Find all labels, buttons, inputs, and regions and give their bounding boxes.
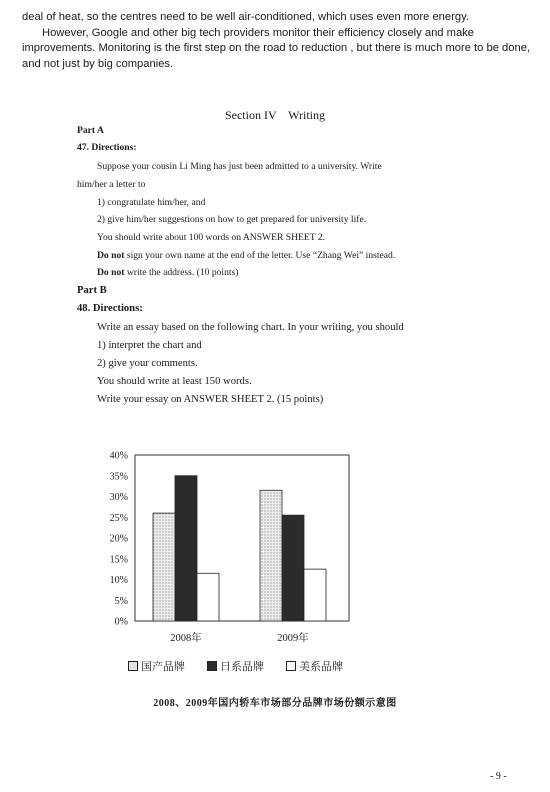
q47-line-5: You should write about 100 words on ANSWER SHEET 2. [97,232,326,243]
y-tick-label: 35% [109,471,128,483]
q48-line-2: 1) interpret the chart and [97,340,202,351]
legend-label-japanese: 日系品牌 [220,661,264,673]
legend-item-american [286,658,343,674]
legend-label-domestic: 国产品牌 [141,661,185,673]
q47-line-1: Suppose your cousin Li Ming has just been admitted to a university. Write [97,161,382,172]
q48-line-3: 2) give your comments. [97,358,198,369]
passage-para-1: deal of heat, so the centres need to be well air-conditioned, which uses even more energy. [22,11,469,23]
chart-bars [153,476,326,621]
x-tick-label: 2008年 [170,633,202,644]
chart-legend [128,658,343,674]
passage-para-2: However, Google and other big tech providers monitor their efficiency closely and make improvements. Monitoring is the first step on the road to reduction , but there is much more to be done, and not just by big companies. [22,26,531,70]
chart-caption: 2008、2009年国内轿车市场部分品牌市场份额示意图 [153,698,397,709]
bar-american-1 [197,573,219,621]
y-tick-label: 30% [109,492,128,503]
bar-domestic-1 [153,513,175,621]
q47-line-2: him/her a letter to [77,179,146,190]
y-tick-label: 40% [109,450,128,462]
legend-swatch-american [286,661,296,671]
y-tick-label: 25% [109,512,128,524]
bar-japanese-1 [175,476,197,621]
y-tick-label: 5% [114,595,128,607]
legend-swatch-domestic [128,661,138,671]
y-tick-label: 15% [109,554,128,566]
q48-directions-label: Directions: [92,303,143,314]
y-tick-label: 10% [109,575,128,586]
x-tick-labels [170,631,309,644]
q47-number: 47. [77,142,89,153]
q47-line-4: 2) give him/her suggestions on how to get prepared for university life. [97,214,367,225]
legend-label-american: 美系品牌 [299,661,343,673]
q47-note-2-bold: Do not [97,267,125,278]
part-a-label: Part A [77,125,104,136]
x-tick-label: 2009年 [277,633,309,644]
bar-domestic-2 [260,490,282,621]
page-number: - 9 - [490,771,507,782]
q48-line-5: Write your essay on ANSWER SHEET 2. (15 points) [97,394,324,405]
section-title: Section IV Writing [224,108,326,122]
bar-japanese-2 [282,515,304,621]
q47-directions-label: Directions: [91,142,137,153]
legend-item-japanese [207,658,264,674]
bar-american-2 [304,569,326,621]
q47-line-3: 1) congratulate him/her, and [97,197,206,208]
legend-item-domestic [128,658,185,674]
y-tick-label: 0% [114,616,128,628]
y-tick-labels [110,451,128,628]
q47-note-1-bold: Do not [97,250,125,261]
q47-note-1-text: sign your own name at the end of the letter. Use “Zhang Wei” instead. [124,250,396,261]
y-tick-label: 20% [109,533,128,545]
q48-line-4: You should write at least 150 words. [97,376,252,387]
part-b-label: Part B [77,285,107,296]
q47-note-2-text: write the address. (10 points) [124,267,239,278]
q48-number: 48. [77,303,91,314]
legend-swatch-japanese [207,661,217,671]
q48-line-1: Write an essay based on the following chart. In your writing, you should [97,322,404,333]
